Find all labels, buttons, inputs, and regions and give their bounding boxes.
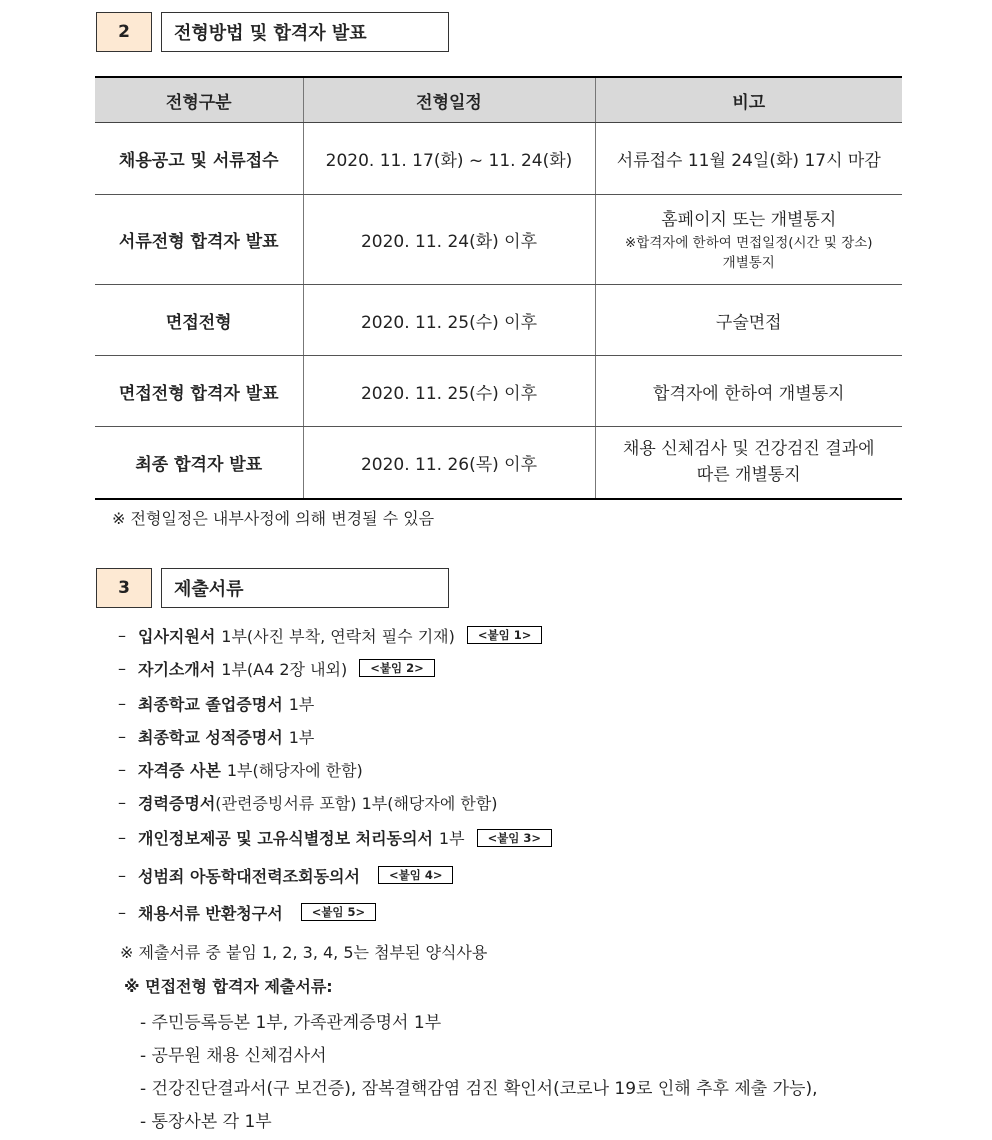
document-detail: 1부 <box>288 728 315 747</box>
section-title: 제출서류 <box>161 568 449 608</box>
date-cell: 2020. 11. 24(화) 이후 <box>303 195 595 285</box>
document-name: 입사지원서 <box>138 626 216 646</box>
table-header-row <box>95 77 902 123</box>
date-cell: 2020. 11. 26(목) 이후 <box>303 427 595 499</box>
section-2-header <box>96 12 449 52</box>
list-item <box>118 650 552 686</box>
document-detail: 1부 <box>438 829 465 848</box>
list-item <box>118 819 552 856</box>
document-name: 자기소개서 <box>138 659 216 679</box>
document-detail: 1부(A4 2장 내외) <box>221 659 348 679</box>
table-row <box>95 427 902 499</box>
stage-cell: 최종 합격자 발표 <box>95 427 303 499</box>
dash-marker: – <box>118 828 126 847</box>
list-item <box>118 686 552 720</box>
document-name: 경력증명서 <box>138 794 216 813</box>
stage-cell: 면접전형 합격자 발표 <box>95 356 303 427</box>
attachment-badge: <붙임 3> <box>477 829 553 847</box>
document-detail: 1부 <box>288 694 315 714</box>
document-name: 성범죄 아동학대전력조회동의서 <box>138 866 360 886</box>
dash-marker: – <box>118 760 126 779</box>
attachment-badge: <붙임 1> <box>467 626 543 644</box>
note-line: 개별통지 <box>722 254 775 271</box>
interview-docs-title: ※ 면접전형 합격자 제출서류: <box>124 977 333 996</box>
note-line: 채용 신체검사 및 건강검진 결과에 <box>622 439 875 460</box>
dash-marker: – <box>118 625 126 645</box>
list-item: - 통장사본 각 1부 <box>140 1112 272 1132</box>
dash-marker: – <box>118 793 126 812</box>
attachment-badge: <붙임 2> <box>359 659 435 677</box>
form-note: ※ 제출서류 중 붙임 1, 2, 3, 4, 5는 첨부된 양식사용 <box>120 943 488 962</box>
stage-cell: 면접전형 <box>95 285 303 356</box>
table-row <box>95 285 902 356</box>
dash-marker: – <box>118 658 126 678</box>
column-header: 전형일정 <box>303 77 595 123</box>
note-cell <box>595 195 902 285</box>
dash-marker: – <box>118 727 126 746</box>
dash-marker: – <box>118 902 126 922</box>
list-item: - 공무원 채용 신체검사서 <box>140 1046 327 1066</box>
document-name: 채용서류 반환청구서 <box>138 903 283 923</box>
table-row <box>95 356 902 427</box>
note-line: 홈페이지 또는 개별통지 <box>661 209 837 230</box>
list-item <box>118 753 552 786</box>
table-row <box>95 195 902 285</box>
section-3-header <box>96 568 449 608</box>
document-name: 자격증 사본 <box>138 761 221 780</box>
note-cell: 합격자에 한하여 개별통지 <box>595 356 902 427</box>
document-name: 최종학교 성적증명서 <box>138 728 283 747</box>
document-name: 최종학교 졸업증명서 <box>138 694 283 714</box>
note-cell <box>595 427 902 499</box>
date-cell: 2020. 11. 25(수) 이후 <box>303 356 595 427</box>
stage-cell: 채용공고 및 서류접수 <box>95 123 303 195</box>
list-item <box>118 720 552 753</box>
list-item <box>118 786 552 819</box>
note-line: ※합격자에 한하여 면접일정(시간 및 장소) <box>624 234 873 251</box>
stage-cell: 서류전형 합격자 발표 <box>95 195 303 285</box>
dash-marker: – <box>118 693 126 713</box>
document-list <box>118 620 552 930</box>
note-line: 따른 개별통지 <box>696 465 801 486</box>
note-cell: 서류접수 11월 24일(화) 17시 마감 <box>595 123 902 195</box>
list-item <box>118 620 552 650</box>
document-detail: 1부(사진 부착, 연락처 필수 기재) <box>221 626 455 646</box>
section-number: 3 <box>96 568 152 608</box>
section-title: 전형방법 및 합격자 발표 <box>161 12 449 52</box>
schedule-note: ※ 전형일정은 내부사정에 의해 변경될 수 있음 <box>112 509 435 528</box>
table-row <box>95 123 902 195</box>
note-cell: 구술면접 <box>595 285 902 356</box>
list-item <box>118 856 552 894</box>
date-cell: 2020. 11. 25(수) 이후 <box>303 285 595 356</box>
list-item: - 건강진단결과서(구 보건증), 잠복결핵감염 검진 확인서(코로나 19로 인해 추후 제출 가능), <box>140 1079 818 1099</box>
list-item <box>118 894 552 930</box>
schedule-table <box>95 76 902 500</box>
list-item: - 주민등록등본 1부, 가족관계증명서 1부 <box>140 1013 442 1033</box>
attachment-badge: <붙임 4> <box>378 866 454 884</box>
column-header: 전형구분 <box>95 77 303 123</box>
document-name: 개인정보제공 및 고유식별정보 처리동의서 <box>138 829 433 848</box>
section-number: 2 <box>96 12 152 52</box>
date-cell: 2020. 11. 17(화) ~ 11. 24(화) <box>303 123 595 195</box>
column-header: 비고 <box>595 77 902 123</box>
attachment-badge: <붙임 5> <box>301 903 377 921</box>
interview-doc-list <box>140 1004 818 1136</box>
dash-marker: – <box>118 865 126 885</box>
document-detail: 1부(해당자에 한함) <box>226 761 363 780</box>
document-detail: (관련증빙서류 포함) 1부(해당자에 한함) <box>215 794 498 813</box>
